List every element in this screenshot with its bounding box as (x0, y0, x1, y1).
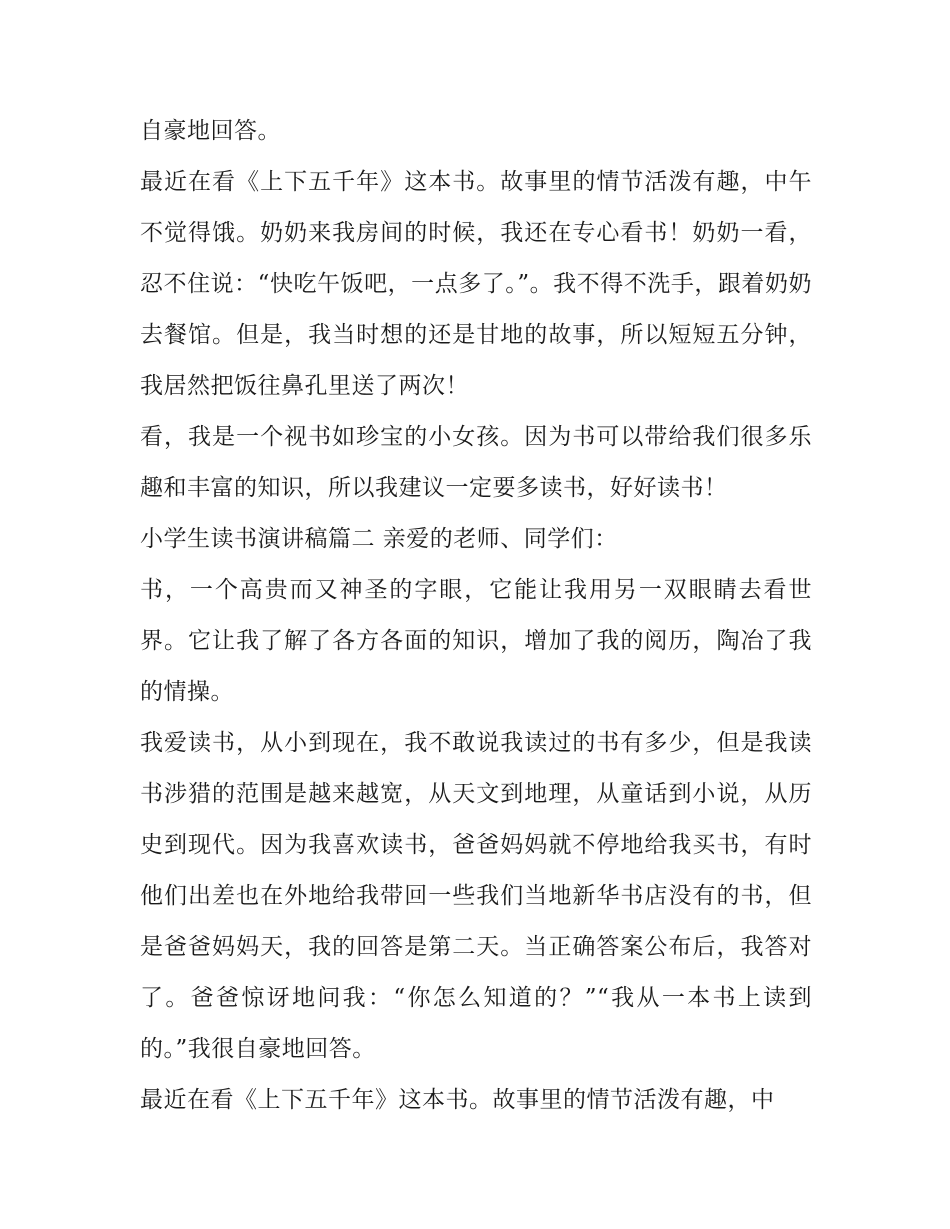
paragraph-6: 最近在看《上下五千年》这本书。故事里的情节活泼有趣，中 (140, 1087, 775, 1113)
paragraph-4: 书，一个高贵而又神圣的字眼，它能让我用另一双眼睛去看世界。它让我了解了各方各面的知识，增加了我的阅历，陶冶了我的情操。 (140, 577, 812, 705)
paragraph-2: 最近在看《上下五千年》这本书。故事里的情节活泼有趣，中午不觉得饿。奶奶来我房间的时候，我还在专心看书！奶奶一看，忍不住说：“快吃午饭吧，一点多了。”。我不得不洗手，跟着奶奶去餐馆。但是，我当时想的还是甘地的故事，所以短短五分钟，我居然把饭往鼻孔里送了两次！ (140, 169, 812, 399)
section-heading: 小学生读书演讲稿篇二 亲爱的老师、同学们： (140, 526, 618, 552)
paragraph-3: 看，我是一个视书如珍宝的小女孩。因为书可以带给我们很多乐趣和丰富的知识，所以我建议一定要多读书，好好读书！ (140, 424, 812, 501)
paragraph-1: 自豪地回答。 (140, 118, 281, 144)
document-body (140, 106, 812, 1126)
paragraph-5: 我爱读书，从小到现在，我不敢说我读过的书有多少，但是我读书涉猎的范围是越来越宽，从天文到地理，从童话到小说，从历史到现代。因为我喜欢读书，爸爸妈妈就不停地给我买书，有时他们出差也在外地给我带回一些我们当地新华书店没有的书，但是爸爸妈妈天，我的回答是第二天。当正确答案公布后，我答对了。爸爸惊讶地问我：“你怎么知道的？”“我从一本书上读到的。”我很自豪地回答。 (140, 730, 812, 1062)
